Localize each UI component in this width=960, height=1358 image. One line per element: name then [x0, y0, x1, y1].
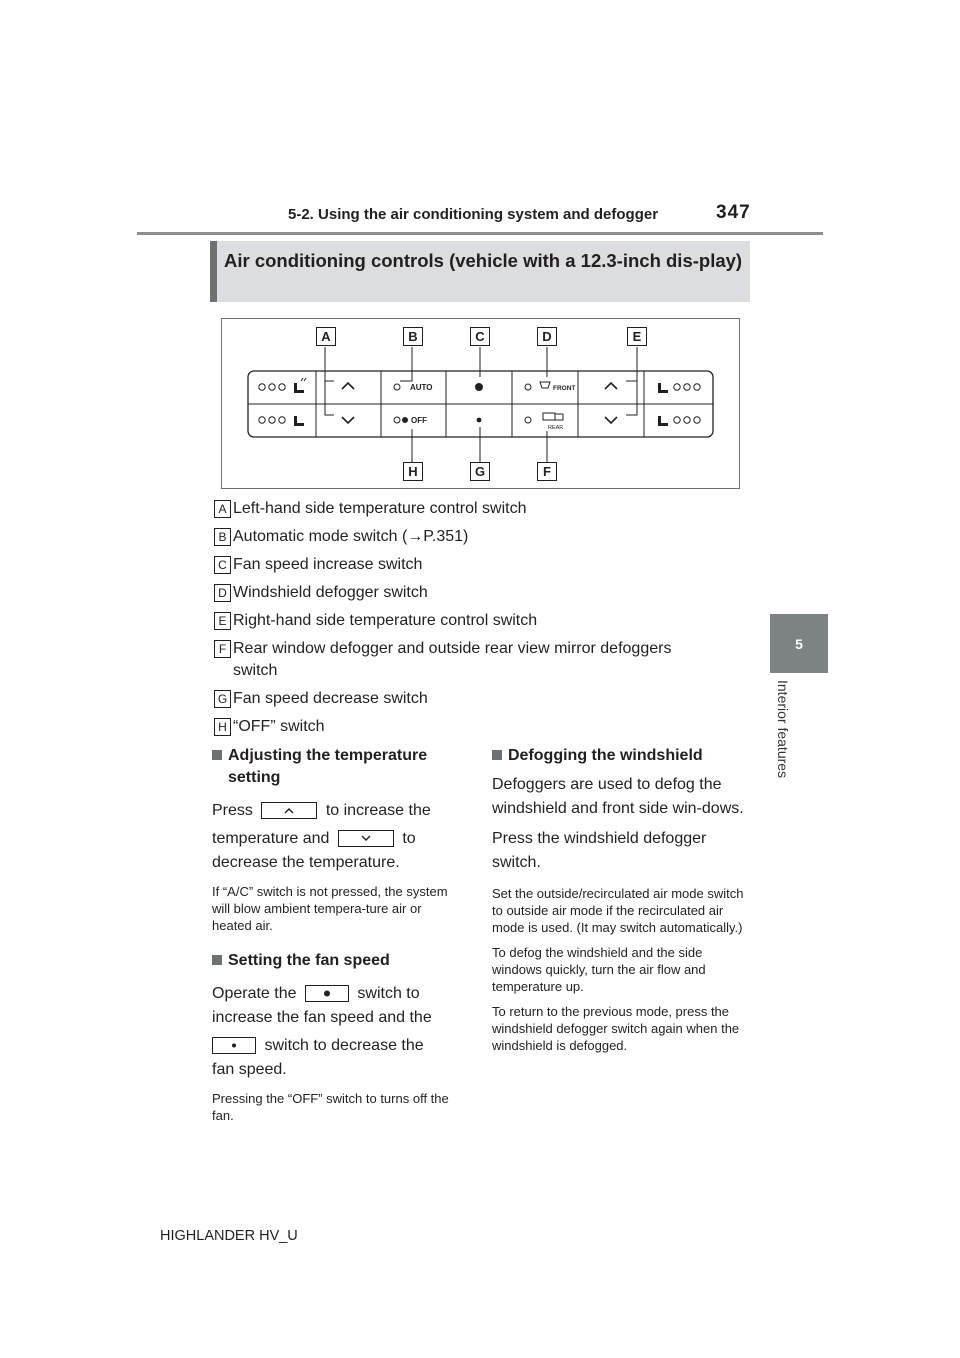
bullet-square	[492, 750, 502, 760]
temp-down-button-icon	[338, 830, 394, 847]
legend-key: C	[214, 556, 231, 574]
running-header-title: 5-2. Using the air conditioning system and defogger	[288, 206, 659, 223]
bullet-square	[212, 955, 222, 965]
defog-paragraph-1: Defoggers are used to defog the windshield and front side win-dows.	[492, 776, 744, 817]
fan-line-3	[212, 1034, 467, 1058]
right-column	[492, 745, 747, 1054]
fan-heading	[212, 950, 467, 972]
legend-text-continued: switch	[233, 662, 278, 679]
temp-line-3: decrease the temperature.	[212, 854, 400, 871]
temp-line-2	[212, 827, 467, 851]
chapter-tab: 5	[770, 614, 828, 673]
section-heading-bar	[210, 241, 217, 302]
legend-key: A	[214, 500, 231, 518]
defog-note-1: Set the outside/recirculated air mode switch to outside air mode if the recirculated air mode is used. (It may switch automatically.)	[492, 886, 744, 935]
footer-model: HIGHLANDER HV_U	[160, 1228, 298, 1244]
text: to	[402, 830, 416, 847]
legend-text: Right-hand side temperature control switch	[233, 612, 538, 629]
legend-text: Automatic mode switch (→P.351)	[233, 528, 469, 545]
panel-front-label: FRONT	[553, 385, 576, 392]
callout-d: D	[537, 327, 557, 346]
temp-heading-cont: setting	[228, 769, 281, 786]
section-heading	[210, 241, 750, 302]
legend-key: E	[214, 612, 231, 630]
text: Press	[212, 802, 253, 819]
page-number: 347	[716, 202, 751, 223]
legend-key: G	[214, 690, 231, 708]
fan-line-2: increase the fan speed and the	[212, 1009, 432, 1026]
legend-key: H	[214, 718, 231, 736]
text: switch to	[357, 985, 420, 1002]
fan-line-4: fan speed.	[212, 1061, 287, 1078]
callout-f: F	[537, 462, 557, 481]
temp-heading-text: Adjusting the temperature	[228, 747, 428, 764]
defog-note-3: To return to the previous mode, press the windshield defogger switch again when the windshield is defogged.	[492, 1004, 740, 1053]
bullet-square	[212, 750, 222, 760]
legend-text: Rear window defogger and outside rear view mirror defoggers	[233, 640, 672, 657]
fan-down-button-icon	[212, 1037, 256, 1054]
text: to increase the	[325, 802, 431, 819]
callout-g: G	[470, 462, 490, 481]
chapter-side-label	[770, 680, 828, 810]
text: temperature and	[212, 830, 330, 847]
panel-auto-label: AUTO	[410, 383, 433, 392]
control-panel-figure	[221, 318, 740, 489]
chapter-side-label-text: Interior features	[775, 680, 791, 779]
temp-heading	[212, 745, 467, 767]
fan-up-button-icon	[305, 985, 349, 1002]
panel-off-label: OFF	[411, 416, 427, 425]
callout-a: A	[316, 327, 336, 346]
header-rule	[137, 232, 823, 235]
legend-text: Fan speed decrease switch	[233, 690, 428, 707]
left-column	[212, 745, 467, 1124]
temp-up-button-icon	[261, 802, 317, 819]
legend-text: Left-hand side temperature control switch	[233, 500, 527, 517]
callout-e: E	[627, 327, 647, 346]
defog-heading	[492, 745, 747, 767]
legend-text: Windshield defogger switch	[233, 584, 428, 601]
fan-heading-text: Setting the fan speed	[228, 952, 390, 969]
legend-text: “OFF” switch	[233, 718, 325, 735]
legend-text: Fan speed increase switch	[233, 556, 423, 573]
fan-line-1	[212, 982, 467, 1006]
section-heading-text: Air conditioning controls (vehicle with a 12.3-inch dis-play)	[224, 250, 743, 271]
temp-note: If “A/C” switch is not pressed, the system will blow ambient tempera-ture air or heated air.	[212, 884, 448, 933]
fan-note: Pressing the “OFF” switch to turns off the fan.	[212, 1091, 449, 1123]
defog-heading-text: Defogging the windshield	[508, 747, 703, 764]
defog-paragraph-2: Press the windshield defogger switch.	[492, 830, 707, 871]
defog-note-2: To defog the windshield and the side windows quickly, turn the air flow and temperature up.	[492, 945, 706, 994]
callout-b: B	[403, 327, 423, 346]
callout-h: H	[403, 462, 423, 481]
panel-rear-label: REAR	[548, 425, 564, 431]
legend-key: B	[214, 528, 231, 546]
legend-key: F	[214, 640, 231, 658]
temp-line-1	[212, 799, 467, 823]
callout-c: C	[470, 327, 490, 346]
legend-key: D	[214, 584, 231, 602]
text: Operate the	[212, 985, 297, 1002]
text: switch to decrease the	[264, 1037, 424, 1054]
